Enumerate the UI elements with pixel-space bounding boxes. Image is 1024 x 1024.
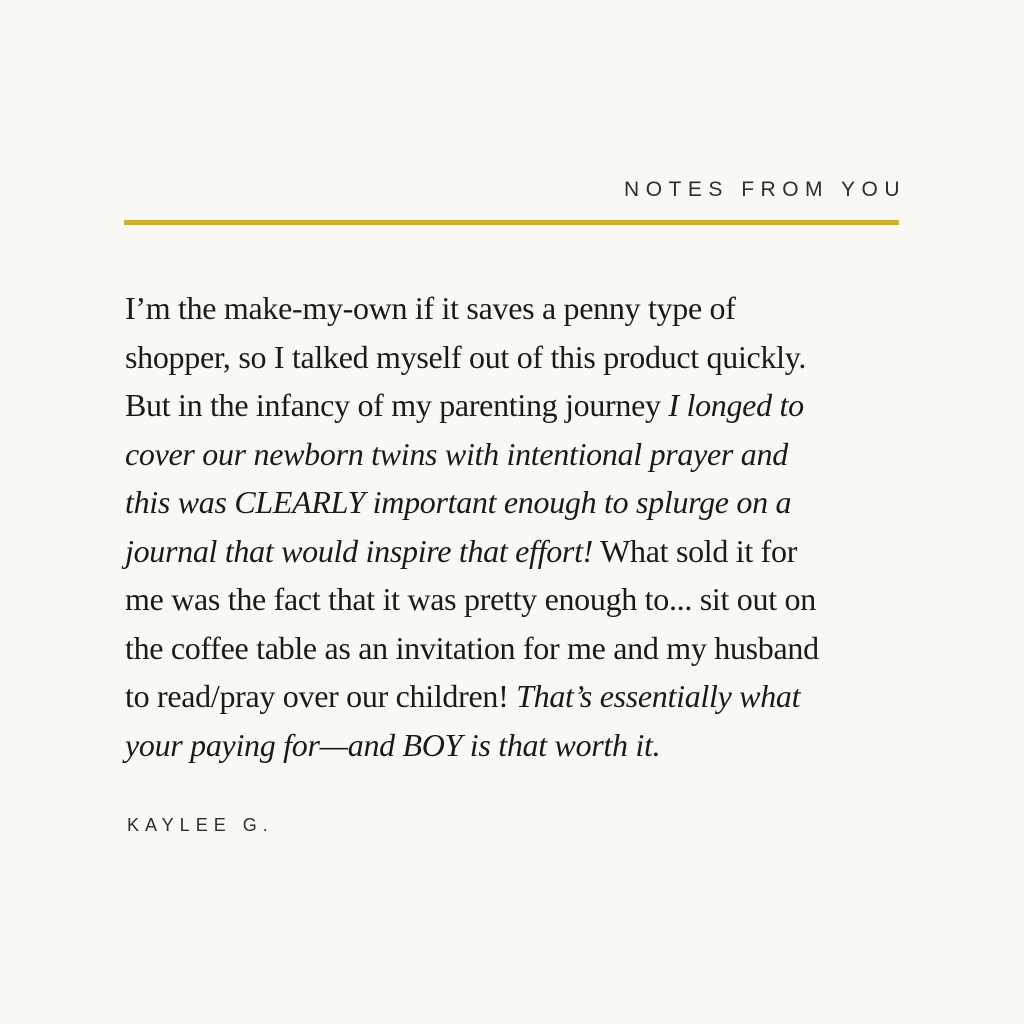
review-segment-italic: your paying for—and BOY is that worth it. <box>125 726 661 763</box>
review-segment-italic: cover our newborn twins with intentional prayer and <box>125 435 788 472</box>
section-label: NOTES FROM YOU <box>624 178 906 201</box>
review-text <box>125 284 925 769</box>
review-line <box>125 672 925 721</box>
review-line <box>125 575 925 624</box>
review-segment: shopper, so I talked myself out of this product quickly. <box>125 338 807 375</box>
review-line <box>125 527 925 576</box>
review-segment: the coffee table as an invitation for me and my husband <box>125 629 819 666</box>
review-segment-italic: I longed to <box>668 387 804 423</box>
accent-divider <box>124 220 899 225</box>
review-segment: But in the infancy of my parenting journey <box>125 387 669 423</box>
review-line <box>125 333 925 382</box>
review-segment-italic: That’s essentially what <box>516 678 801 714</box>
review-line <box>125 624 925 673</box>
review-line <box>125 381 925 430</box>
review-segment: I’m the make-my-own if it saves a penny type of <box>125 290 736 326</box>
review-line <box>125 721 925 770</box>
review-segment: What sold it for <box>593 532 798 569</box>
review-line <box>125 430 925 479</box>
review-segment: me was the fact that it was pretty enough to... sit out on <box>125 581 816 617</box>
review-line <box>125 478 925 527</box>
review-segment-italic: this was CLEARLY important enough to splurge on a <box>125 484 792 520</box>
reviewer-name: KAYLEE G. <box>127 815 274 835</box>
review-segment-italic: journal that would inspire that effort! <box>125 532 594 569</box>
review-line <box>125 284 925 333</box>
review-segment: to read/pray over our children! <box>125 678 517 714</box>
